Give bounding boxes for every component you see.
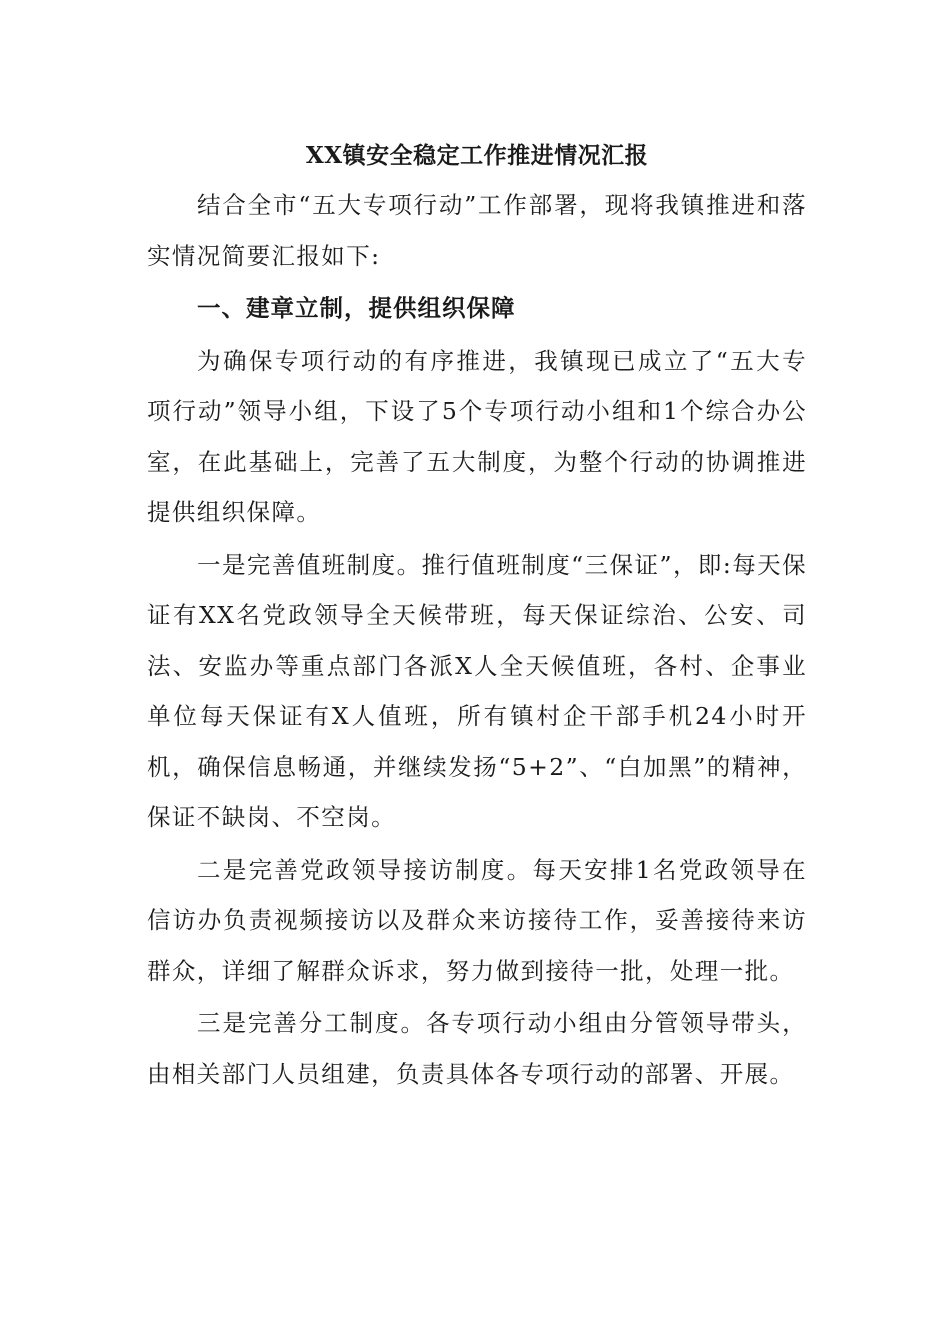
paragraph-organization: 为确保专项行动的有序推进，我镇现已成立了“五大专项行动”领导小组，下设了5个专项行动小组和1个综合办公室，在此基础上，完善了五大制度，为整个行动的协调推进提供组织保障。: [147, 346, 807, 526]
paragraph-duty-system: 一是完善值班制度。推行值班制度“三保证”，即:每天保证有XX名党政领导全天候带班，每天保证综治、公安、司法、安监办等重点部门各派X人全天候值班，各村、企事业单位每天保证有X人值班，所有镇村企干部手机24小时开机，确保信息畅通，并继续发扬“5+2”、“白加黑”的精神，保证不缺岗、不空岗。: [147, 550, 807, 831]
document-body: [147, 132, 807, 1099]
paragraph-visit-system: 二是完善党政领导接访制度。每天安排1名党政领导在信访办负责视频接访以及群众来访接待工作，妥善接待来访群众，详细了解群众诉求，努力做到接待一批，处理一批。: [147, 855, 807, 985]
intro-paragraph: 结合全市“五大专项行动”工作部署，现将我镇推进和落实情况简要汇报如下:: [147, 191, 807, 270]
paragraph-division-system: 三是完善分工制度。各专项行动小组由分管领导带头，由相关部门人员组建，负责具体各专项行动的部署、开展。: [147, 1009, 807, 1088]
document-title: XX镇安全稳定工作推进情况汇报: [305, 142, 649, 169]
section-heading: 一、建章立制，提供组织保障: [197, 294, 516, 322]
